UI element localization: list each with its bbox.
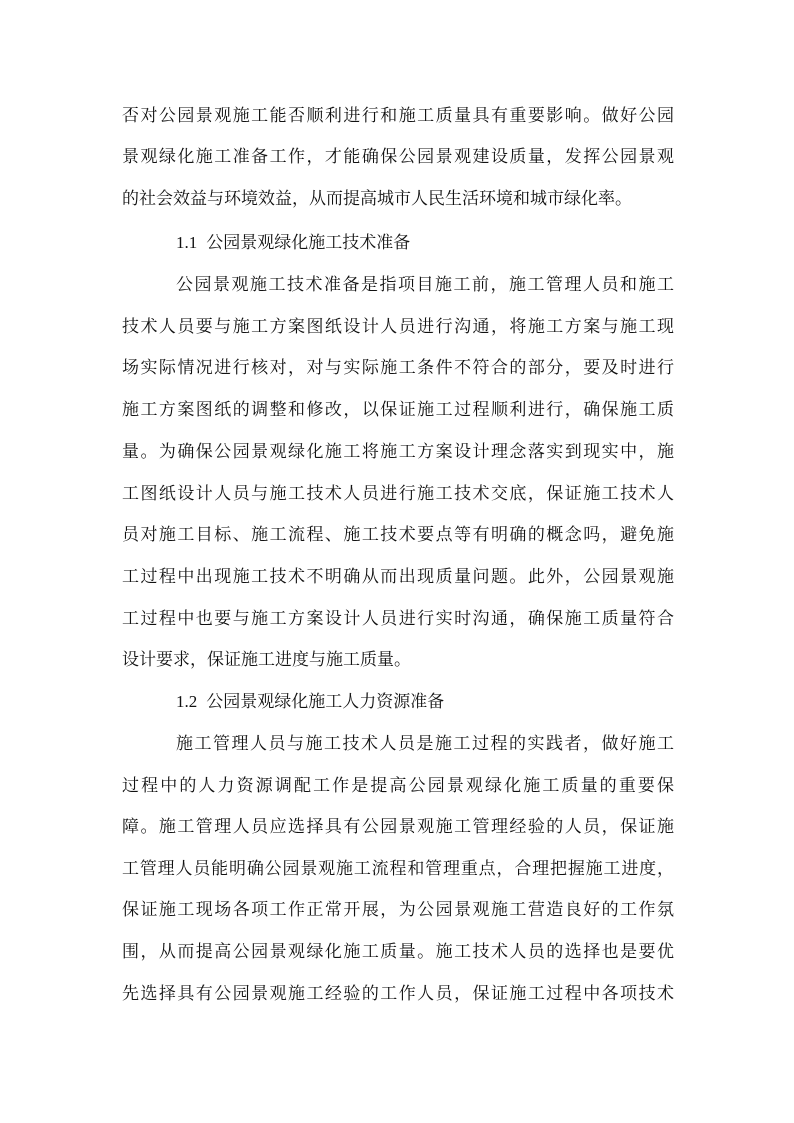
- section-heading-1-2: [176, 687, 444, 717]
- body-text-line: 工图纸设计人员与施工技术人员进行施工技术交底，保证施工技术人: [122, 484, 674, 504]
- section-heading-1-1: [176, 228, 410, 258]
- body-text-line: 先选择具有公园景观施工经验的工作人员，保证施工过程中各项技术: [122, 984, 674, 1004]
- body-text-line: 员对施工目标、施工流程、施工技术要点等有明确的概念吗，避免施: [122, 525, 674, 545]
- body-text-line: 否对公园景观施工能否顺利进行和施工质量具有重要影响。做好公园: [122, 106, 674, 126]
- section-number: 1.1: [176, 233, 198, 252]
- body-text-line: 工过程中也要与施工方案设计人员进行实时沟通，确保施工质量符合: [122, 609, 674, 629]
- body-text-line: 的社会效益与环境效益，从而提高城市人民生活环境和城市绿化率。: [122, 189, 632, 209]
- section-title: 公园景观绿化施工人力资源准备: [206, 692, 445, 712]
- body-text-line: 设计要求，保证施工进度与施工质量。: [122, 650, 411, 670]
- section-number: 1.2: [176, 692, 198, 711]
- body-text-line: 景观绿化施工准备工作，才能确保公园景观建设质量，发挥公园景观: [122, 147, 674, 167]
- body-text-line: 施工管理人员与施工技术人员是施工过程的实践者，做好施工: [176, 734, 674, 754]
- section-title: 公园景观绿化施工技术准备: [206, 233, 411, 253]
- body-text-line: 工过程中出现施工技术不明确从而出现质量问题。此外，公园景观施: [122, 567, 674, 587]
- body-text-line: 公园景观施工技术准备是指项目施工前，施工管理人员和施工: [176, 275, 674, 295]
- body-text-line: 保证施工现场各项工作正常开展，为公园景观施工营造良好的工作氛: [122, 900, 674, 920]
- body-text-line: 过程中的人力资源调配工作是提高公园景观绿化施工质量的重要保: [122, 776, 674, 796]
- body-text-line: 量。为确保公园景观绿化施工将施工方案设计理念落实到现实中，施: [122, 442, 674, 462]
- body-text-line: 施工方案图纸的调整和修改，以保证施工过程顺利进行，确保施工质: [122, 400, 674, 420]
- body-text-line: 场实际情况进行核对，对与实际施工条件不符合的部分，要及时进行: [122, 358, 674, 378]
- body-text-line: 围，从而提高公园景观绿化施工质量。施工技术人员的选择也是要优: [122, 942, 674, 962]
- body-text-line: 技术人员要与施工方案图纸设计人员进行沟通，将施工方案与施工现: [122, 317, 674, 337]
- body-text-line: 工管理人员能明确公园景观施工流程和管理重点，合理把握施工进度，: [122, 859, 674, 879]
- body-text-line: 障。施工管理人员应选择具有公园景观施工管理经验的人员，保证施: [122, 817, 674, 837]
